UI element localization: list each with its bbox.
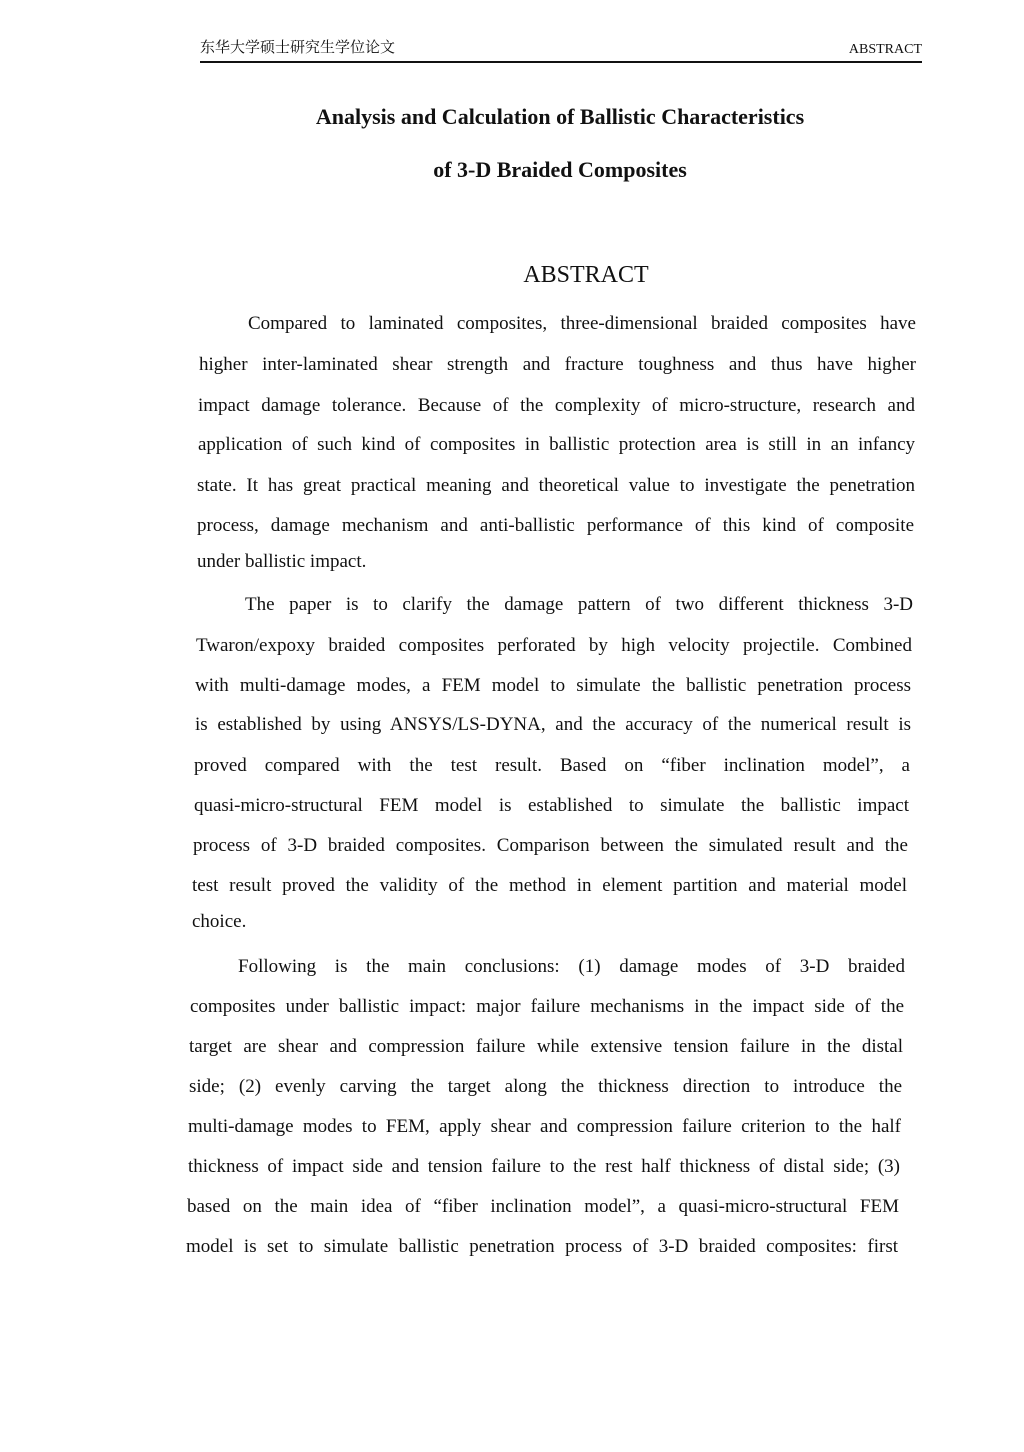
running-header	[200, 36, 922, 62]
paragraph-line: with multi-damage modes, a FEM model to simulate the ballistic penetration process	[195, 675, 911, 696]
paragraph-line: Twaron/expoxy braided composites perforated by high velocity projectile. Combined	[196, 635, 912, 656]
paragraph-line: is established by using ANSYS/LS-DYNA, and the accuracy of the numerical result is	[195, 714, 911, 735]
paragraph-line: based on the main idea of “fiber inclination model”, a quasi-micro-structural FEM	[187, 1196, 899, 1217]
paragraph-line: process, damage mechanism and anti-ballistic performance of this kind of composite	[197, 515, 914, 536]
paragraph-line: application of such kind of composites in ballistic protection area is still in an infancy	[198, 434, 915, 455]
paragraph-line: impact damage tolerance. Because of the complexity of micro-structure, research and	[198, 395, 915, 416]
paragraph-line: model is set to simulate ballistic penetration process of 3-D braided composites: first	[186, 1236, 898, 1257]
abstract-heading: ABSTRACT	[523, 262, 649, 288]
header-section-label: ABSTRACT	[848, 42, 922, 57]
thesis-title-line-1: Analysis and Calculation of Ballistic Characteristics	[315, 104, 805, 129]
thesis-title-line-2: of 3-D Braided Composites	[433, 157, 687, 182]
paragraph-line: higher inter-laminated shear strength and fracture toughness and thus have higher	[199, 354, 916, 375]
paragraph-line: target are shear and compression failure while extensive tension failure in the distal	[189, 1036, 903, 1057]
paragraph-line: The paper is to clarify the damage pattern of two different thickness 3-D	[245, 594, 913, 615]
paragraph-line: Following is the main conclusions: (1) damage modes of 3-D braided	[238, 956, 905, 977]
paragraph-line: side; (2) evenly carving the target along the thickness direction to introduce the	[189, 1076, 902, 1097]
paragraph-line: Compared to laminated composites, three-dimensional braided composites have	[248, 313, 916, 334]
paragraph-line: process of 3-D braided composites. Comparison between the simulated result and the	[193, 835, 908, 856]
paragraph-line: proved compared with the test result. Based on “fiber inclination model”, a	[194, 755, 910, 776]
paragraph-line: multi-damage modes to FEM, apply shear and compression failure criterion to the half	[188, 1116, 901, 1137]
paragraph-line: state. It has great practical meaning and theoretical value to investigate the penetration	[197, 475, 915, 496]
paragraph-line: under ballistic impact.	[197, 551, 367, 572]
header-university-thesis: 东华大学硕士研究生学位论文	[200, 38, 396, 56]
paragraph-line: test result proved the validity of the method in element partition and material model	[192, 875, 907, 896]
header-rule	[200, 61, 922, 63]
paragraph-line: choice.	[192, 911, 247, 932]
paragraph-line: thickness of impact side and tension failure to the rest half thickness of distal side; (3)	[188, 1156, 900, 1177]
paragraph-line: quasi-micro-structural FEM model is established to simulate the ballistic impact	[194, 795, 909, 816]
paragraph-line: composites under ballistic impact: major failure mechanisms in the impact side of the	[190, 996, 904, 1017]
